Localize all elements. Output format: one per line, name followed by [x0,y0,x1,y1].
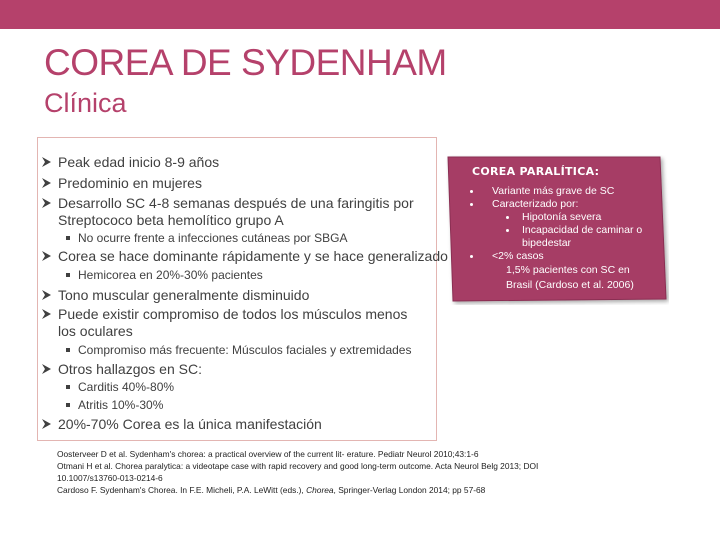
square-bullet-icon [66,236,70,240]
reference-item: Otmani H et al. Chorea paralytica: a videotape case with rapid recovery and good long-term outcome. Acta Neurol Belg 2013; DOI [57,461,539,471]
callout-bullet-icon [470,255,473,258]
arrow-bullet-icon [41,197,52,209]
bullet-item: Puede existir compromiso de todos los músculos menos [58,306,408,322]
callout-bullet-icon [470,190,473,193]
square-bullet-icon [66,403,70,407]
callout-line: Hipotonía severa [522,211,602,223]
reference-item: Oosterveer D et al. Sydenham's chorea: a practical overview of the current lit- erature. Pediatr Neurol 2010;43:1-6 [57,449,479,459]
callout-sub-bullet-icon [506,216,509,219]
callout-bullet-icon [470,203,473,206]
bullet-item-continuation: Streptococo beta hemolítico grupo A [58,212,284,228]
callout-corea-paralitica [446,155,669,305]
bullet-item: Peak edad inicio 8-9 años [58,154,220,170]
references [57,448,538,496]
reference-item: 10.1007/s13760-013-0214-6 [57,473,163,483]
callout-line: Caracterizado por: [492,198,579,210]
arrow-bullet-icon [41,289,52,301]
square-bullet-icon [66,348,70,352]
bullet-item-continuation: los oculares [58,323,133,339]
sub-bullet-item: Carditis 40%-80% [78,380,175,394]
square-bullet-icon [66,385,70,389]
bullet-item: Predominio en mujeres [58,175,202,191]
bullet-item: Corea se hace dominante rápidamente y se hace generalizado [58,248,448,264]
bullet-item: Desarrollo SC 4-8 semanas después de una faringitis por [58,195,414,211]
bullet-item: 20%-70% Corea es la única manifestación [58,416,322,432]
page-title: COREA DE SYDENHAM [44,42,447,83]
sub-bullet-item: Compromiso más frecuente: Músculos faciales y extremidades [78,343,412,357]
reference-text: Cardoso F. Sydenham's Chorea. In F.E. Micheli, P.A. LeWitt (eds.), [57,485,307,495]
callout-line: <2% casos [492,250,544,262]
arrow-bullet-icon [41,418,52,430]
arrow-bullet-icon [41,308,52,320]
top-accent-bar [0,0,720,29]
reference-book-title: Chorea [306,485,334,495]
callout-line: Variante más grave de SC [492,185,615,197]
reference-item [57,484,538,496]
reference-text: , Springer-Verlag London 2014; pp 57-68 [333,485,486,495]
arrow-bullet-icon [41,156,52,168]
page-subtitle: Clínica [44,88,127,118]
callout-line: Incapacidad de caminar o [522,224,643,236]
bullet-item: Tono muscular generalmente disminuido [58,287,310,303]
callout-sub-bullet-icon [506,229,509,232]
arrow-bullet-icon [41,363,52,375]
arrow-bullet-icon [41,250,52,262]
callout-line: 1,5% pacientes con SC en [506,264,630,276]
callout-line: bipedestar [522,237,572,249]
sub-bullet-item: Hemicorea en 20%-30% pacientes [78,268,263,282]
bullet-item: Otros hallazgos en SC: [58,361,202,377]
arrow-bullet-icon [41,177,52,189]
sub-bullet-item: Atritis 10%-30% [78,398,164,412]
sub-bullet-item: No ocurre frente a infecciones cutáneas por SBGA [78,231,348,245]
square-bullet-icon [66,273,70,277]
callout-line: Brasil (Cardoso et al. 2006) [506,279,634,291]
callout-title: COREA PARALÍTICA: [472,165,600,178]
